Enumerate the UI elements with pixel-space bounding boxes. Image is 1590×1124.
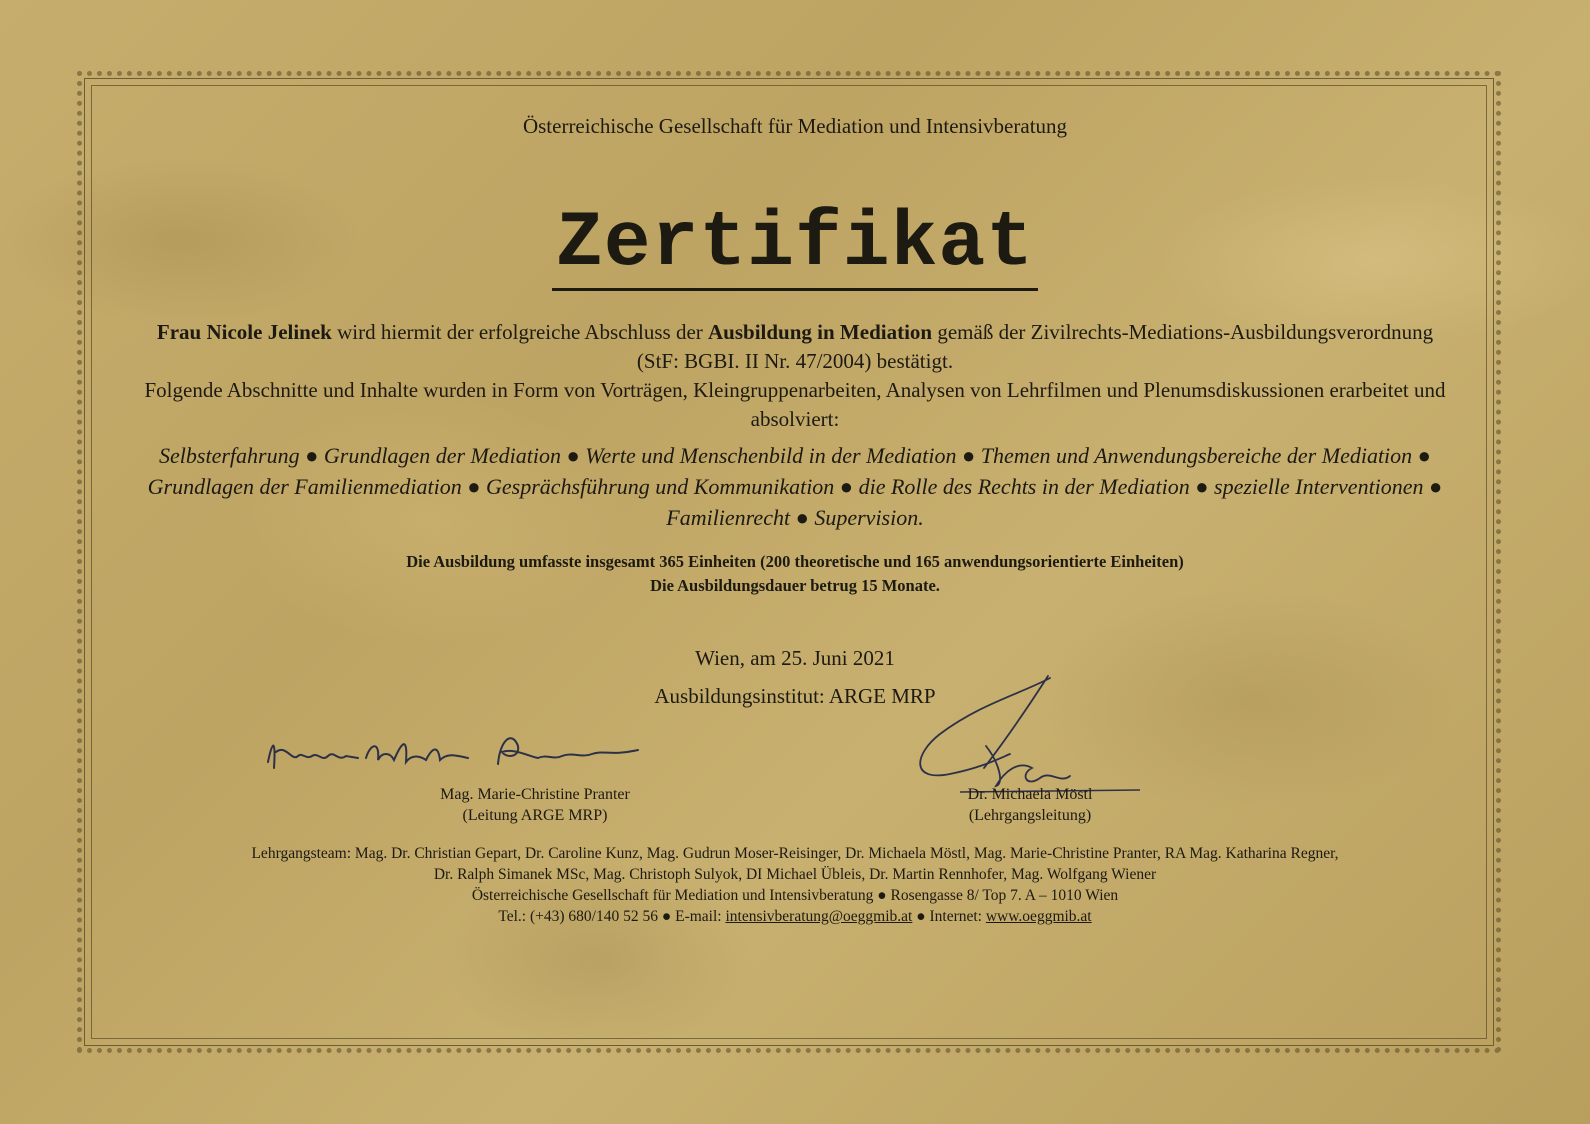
intro-part-b: gemäß der Zivilrechts-Mediations-Ausbildungsverordnung (StF: BGBI. II Nr. 47/2004) bestätigt. xyxy=(636,320,1434,373)
signature-left-image xyxy=(262,722,652,782)
address-line: Österreichische Gesellschaft für Mediation und Intensivberatung ● Rosengasse 8/ Top 7. A – 1010 Wien xyxy=(471,887,1119,904)
signatory-left-role: (Leitung ARGE MRP) xyxy=(462,807,608,824)
contact-prefix: Tel.: (+43) 680/140 52 56 ● E-mail: xyxy=(498,908,726,925)
signatory-right-role: (Lehrgangsleitung) xyxy=(968,807,1092,824)
signature-right-image xyxy=(900,664,1150,804)
program-name: Ausbildung in Mediation xyxy=(708,320,933,344)
training-summary xyxy=(0,550,1590,598)
society-name: Österreichische Gesellschaft für Mediation und Intensivberatung xyxy=(522,114,1068,138)
summary-units: Die Ausbildung umfasste insgesamt 365 Einheiten (200 theoretische und 165 anwendungsorientierte Einheiten) xyxy=(406,552,1184,571)
title-text: Zertifikat xyxy=(552,200,1038,291)
signatory-right-name: Dr. Michaela Möstl xyxy=(967,786,1093,803)
place-date: Wien, am 25. Juni 2021 xyxy=(695,646,895,670)
topics-list: Selbsterfahrung ● Grundlagen der Mediation ● Werte und Menschenbild in der Mediation ● Themen und Anwendungsbereiche der Mediation ● Grundlagen der Familienmediation ● Gesprächsführung und Kommunikation ● die Rolle des Rechts in der Mediation ● spezielle Interventionen ● Familienrecht ● Supervision. xyxy=(147,443,1443,530)
summary-duration: Die Ausbildungsdauer betrug 15 Monate. xyxy=(650,576,940,595)
certificate-title xyxy=(0,200,1590,288)
footer-info xyxy=(100,843,1490,927)
intro-part-a: wird hiermit der erfolgreiche Abschluss der xyxy=(331,320,709,344)
email-link[interactable]: intensivberatung@oeggmib.at xyxy=(725,908,913,925)
intro-part-c: Folgende Abschnitte und Inhalte wurden in Form von Vorträgen, Kleingruppenarbeiten, Analysen von Lehrfilmen und Plenumsdiskussionen erarbeitet und absolviert: xyxy=(144,378,1446,431)
website-link[interactable]: www.oeggmib.at xyxy=(985,908,1092,925)
recipient-name: Frau Nicole Jelinek xyxy=(156,320,332,344)
contact-mid: ● Internet: xyxy=(912,908,986,925)
signatory-left-name: Mag. Marie-Christine Pranter xyxy=(440,786,630,803)
institute: Ausbildungsinstitut: ARGE MRP xyxy=(654,684,936,708)
contact-line xyxy=(100,906,1490,927)
team-line-1: Lehrgangsteam: Mag. Dr. Christian Gepart, Dr. Caroline Kunz, Mag. Gudrun Moser-Reisinger, Dr. Michaela Möstl, Mag. Marie-Christine Pranter, RA Mag. Katharina Regner, xyxy=(251,845,1339,862)
certificate-body xyxy=(140,318,1450,434)
signatory-left xyxy=(370,784,700,826)
team-line-2: Dr. Ralph Simanek MSc, Mag. Christoph Sulyok, DI Michael Übleis, Dr. Martin Rennhofer, Mag. Wolfgang Wiener xyxy=(433,866,1157,883)
signatory-right xyxy=(880,784,1180,826)
